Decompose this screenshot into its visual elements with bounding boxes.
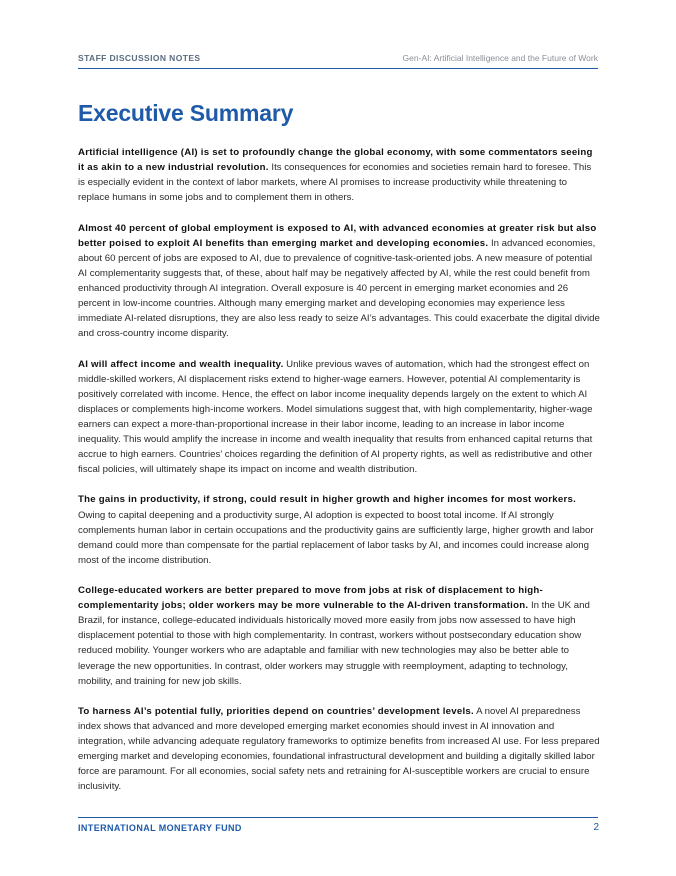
watermark-logo-text: 思创网: [621, 850, 671, 869]
paragraph: [78, 357, 600, 478]
paragraph-lead: To harness AI’s potential fully, priorities depend on countries’ development levels.: [78, 705, 474, 717]
paragraph: [78, 704, 600, 795]
paragraph-text: Unlike previous waves of automation, which had the strongest effect on middle-skilled workers, AI displacement risks extend to higher-wage earners. However, potential AI complementarity is positively correlated with income. Hence, the effect on labor income inequality depends largely on the extent to which AI displaces or complements high-income workers. Model simulations suggest that, with high complementarity, higher-wage earners can expect a more-than-proportional increase in their labor income, leading to an increase in labor income inequality. This would amplify the increase in income and wealth inequality that results from enhanced capital returns that accrue to high earners. Countries’ choices regarding the definition of AI property rights, as well as redistributive and other fiscal policies, will ultimately shape its impact on income and wealth distribution.: [78, 358, 593, 476]
paragraph: [78, 145, 600, 205]
running-header: [78, 53, 598, 67]
paragraph-text: In the UK and Brazil, for instance, college-educated individuals historically moved more easily from jobs now assessed to have high displacement potential to those with high complementarity. In contrast, workers without postsecondary education show reduced mobility. Younger workers who are adaptable and familiar with new technologies may also be better able to leverage the new opportunities. In contrast, older workers may struggle with reemployment, adapting to technology, mobility, and training for new job skills.: [78, 600, 590, 687]
header-divider: [78, 68, 598, 69]
paragraph-lead: Artificial intelligence (AI) is set to profoundly change the global economy, with some commentators seeing it as akin to a new industrial revolution.: [78, 147, 593, 174]
paragraph-text: Its consequences for economies and societies remain hard to foresee. This is especially evident in the context of labor markets, where AI promises to increase productivity while threatening to replace humans in some jobs and to complement them in others.: [78, 162, 592, 204]
footer-organization: INTERNATIONAL MONETARY FUND: [78, 823, 242, 833]
header-series-label: STAFF DISCUSSION NOTES: [78, 53, 201, 63]
paragraph: [78, 492, 600, 567]
paragraph-lead: AI will affect income and wealth inequality.: [78, 358, 284, 370]
header-document-title: Gen-AI: Artificial Intelligence and the Future of Work: [402, 53, 598, 63]
executive-summary-body: [78, 145, 600, 810]
paragraph-lead: College-educated workers are better prepared to move from jobs at risk of displacement to high-complementarity jobs; older workers may be more vulnerable to the AI-driven transformation.: [78, 585, 543, 612]
paragraph-text: A novel AI preparedness index shows that advanced and more developed emerging market economies should invest in AI innovation and integration, while advancing adequate regulatory frameworks to optimize benefits from increased AI use. For less prepared emerging market and developing economies, foundational infrastructural development and building a digitally skilled labor force are paramount. For all economies, social safety nets and retraining for AI-susceptible workers are crucial to ensure inclusivity.: [78, 705, 600, 793]
paragraph-lead: Almost 40 percent of global employment is exposed to AI, with advanced economies at greater risk but also better poised to exploit AI benefits than emerging market and developing economies.: [78, 222, 597, 249]
paragraph: [78, 583, 600, 689]
paragraph-text: In advanced economies, about 60 percent of jobs are exposed to AI, due to prevalence of cognitive-task-oriented jobs. A new measure of potential AI complementarity suggests that, of these, about half may be negatively affected by AI, while the rest could benefit from enhanced productivity through AI integration. Overall exposure is 40 percent in emerging market economies and 26 percent in low-income countries. Although many emerging market and developing economies may experience less immediate AI-related disruptions, they are also less ready to seize AI’s advantages. This could exacerbate the digital divide and cross-country income disparity.: [78, 237, 600, 340]
page-number: 2: [593, 822, 599, 833]
paragraph-text: Owing to capital deepening and a productivity surge, AI adoption is expected to boost total income. If AI strongly complements human labor in certain occupations and the productivity gains are sufficiently large, higher growth and labor demand could more than compensate for the partial replacement of labor tasks by AI, and incomes could increase along most of the income distribution.: [78, 509, 594, 566]
footer-divider: [78, 817, 598, 818]
paragraph: [78, 221, 600, 342]
page-title: Executive Summary: [78, 100, 294, 126]
watermark-logo: [619, 845, 673, 871]
paragraph-lead: The gains in productivity, if strong, could result in higher growth and higher incomes for most workers.: [78, 494, 577, 506]
